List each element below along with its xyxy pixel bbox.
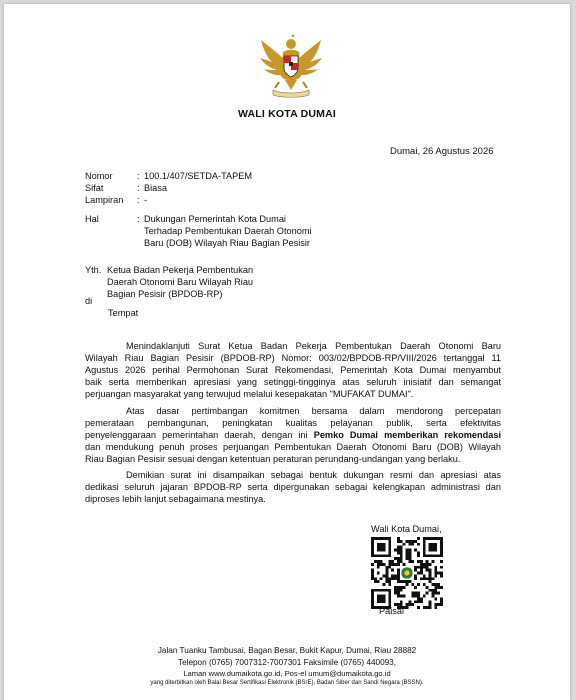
footer-web: Laman www.dumaikota.go.id, Pos-el umum@dumaikota.go.id xyxy=(183,669,391,678)
body-paragraph-1 xyxy=(85,341,501,401)
meta-value: 100.1/407/SETDA-TAPEM xyxy=(144,171,253,181)
signature-name: Paisal xyxy=(379,606,405,616)
paragraph-line: dedikasi seluruh jajaran BPDOB-RP serta dipergunakan sebagai kelengkapan administrasi dan xyxy=(85,481,501,492)
garuda-emblem-icon xyxy=(257,32,325,100)
meta-label: Lampiran xyxy=(85,195,124,205)
addressee-label: Yth. xyxy=(85,265,102,275)
addressee-line: Daerah Otonomi Baru Wilayah Riau xyxy=(107,277,254,287)
footer-bsre: yang diterbitkan oleh Balai Besar Sertifikasi Elektronik (BSrE), Badan Siber dan Sandi Negara (BSSN). xyxy=(150,680,424,686)
footer-address: Jalan Tuanku Tambusai, Bagan Besar, Bukit Kapur, Dumai, Riau 28882 xyxy=(157,646,417,655)
paragraph-line: Atas dasar pertimbangan komitmen bersama dalam mendorong percepatan xyxy=(126,406,501,416)
hal-line: Dukungan Pemerintah Kota Dumai xyxy=(144,214,286,224)
paragraph-line: Demikian surat ini disampaikan sebagai bentuk dukungan resmi dan apresiasi atas xyxy=(126,470,501,480)
footer-phone: Telepon (0765) 7007312-7007301 Faksimile (0765) 440093, xyxy=(177,658,397,667)
paragraph-line: baik serta memberikan apresiasi yang setinggi-tingginya atas seluruh inisiatif dan semangat xyxy=(85,376,501,387)
paragraph-line: penyelenggaraan pemerintahan daerah, dengan ini Pemko Dumai memberikan rekomendasi xyxy=(85,429,501,440)
meta-label: Nomor xyxy=(85,171,113,181)
paragraph-line: Agustus 2026 perihal Permohonan Surat Rekomendasi, Pemerintah Kota Dumai menyambut xyxy=(85,364,501,375)
addressee-line: Ketua Badan Pekerja Pembentukan xyxy=(107,265,254,275)
addressee-place: Tempat xyxy=(108,308,139,318)
recommendation-emphasis: Pemko Dumai memberikan rekomendasi xyxy=(313,429,501,440)
paragraph-line: pemerataan pembangunan, peningkatan kualitas pelayanan publik, serta efektivitas xyxy=(85,417,501,428)
paragraph-line: dan mendukung penuh proses perjuangan Pembentukan Daerah Otonomi Baru (DOB) Wilayah xyxy=(85,441,501,452)
paragraph-line: diproses lebih lanjut sebagaimana mestinya. xyxy=(85,493,266,504)
paragraph-line: perjuangan masyarakat yang terwujud melalui kesepakatan "MUFAKAT DUMAI". xyxy=(85,388,414,399)
body-paragraph-3 xyxy=(85,470,501,506)
addressee-line: Bagian Pesisir (BPDOB-RP) xyxy=(107,289,223,299)
qr-code-icon xyxy=(371,537,443,609)
paragraph-line: Wilayah Riau Bagian Pesisir (BPDOB-RP) Nomor: 003/02/BPDOB-RP/VIII/2026 tertanggal 11 xyxy=(85,352,501,363)
meta-value: Biasa xyxy=(144,183,167,193)
letter-date: Dumai, 26 Agustus 2026 xyxy=(390,146,494,157)
hal-line: Baru (DOB) Wilayah Riau Bagian Pesisir xyxy=(144,238,310,248)
meta-label: Sifat xyxy=(85,183,104,193)
addressee-di: di xyxy=(85,296,93,306)
hal-label: Hal xyxy=(85,214,99,224)
paragraph-line: Riau Bagian Pesisir sesuai dengan ketentuan peraturan perundang-undangan yang berlaku. xyxy=(85,453,461,464)
signature-title: Wali Kota Dumai, xyxy=(371,524,442,534)
meta-value: - xyxy=(144,195,148,205)
body-paragraph-2 xyxy=(85,406,501,466)
paragraph-line: Menindaklanjuti Surat Ketua Badan Pekerja Pembentukan Daerah Otonomi Baru xyxy=(126,341,501,351)
hal-line: Terhadap Pembentukan Daerah Otonomi xyxy=(144,226,312,236)
letterhead-title: WALI KOTA DUMAI xyxy=(237,108,337,120)
letter-page: WALI KOTA DUMAI Dumai, 26 Agustus 2026 Nomor : 100.1/407/SETDA-TAPEM Sifat : Biasa Lampiran : - Hal : Dukungan Pemerintah Kota Dumai Terhadap Pembentukan Daerah Otonomi Baru (DOB) Wilayah Riau Bagian Pesisir Yth. Ketua Badan Pekerja Pembentukan Daerah Otonomi Baru Wilayah Riau Bagian Pesisir (BPDOB-RP) di Tempat Menindaklanjuti Surat Ketua Badan Pekerja Pembentukan Daerah Otonomi Baru Wilayah Riau Bagian Pesisir (BPDOB-RP) Nomor: 003/02/BPDOB-RP/VIII/2026 tertanggal 11 Agustus 2026 perihal Permohonan Surat Rekomendasi, Pemerintah Kota Dumai menyambut baik serta memberikan apresiasi yang setinggi-tingginya atas seluruh inisiatif dan semangat perjuangan masyarakat yang terwujud melalui kesepakatan "MUFAKAT DUMAI". Atas dasar pertimbangan komitmen bersama dalam mendorong percepatan pemerataan pembangunan, peningkatan kualitas pelayanan publik, serta efektivitas penyelenggaraan pemerintahan daerah, dengan ini Pemko Dumai memberikan rekomendasi dan mendukung penuh proses perjuangan Pembentukan Daerah Otonomi Baru (DOB) Wilayah Riau Bagian Pesisir sesuai dengan ketentuan peraturan perundang-undangan yang berlaku. Demikian surat ini disampaikan sebagai bentuk dukungan resmi dan apresiasi atas dedikasi seluruh jajaran BPDOB-RP serta dipergunakan sebagai kelengkapan administrasi dan diproses lebih lanjut sebagaimana mestinya. Wali Kota Dumai, Paisal Jalan Tuanku Tambusai, Bagan Besar, Bukit Kapur, Dumai, Riau 28882 Telepon (0765) 7007312-7007301 Faksimile (0765) 440093, Laman www.dumaikota.go.id, Pos-el umum@dumaikota.go.id yang diterbitkan oleh Balai Besar Sertifikasi Elektronik (BSrE), Badan Siber dan Sandi Negara (BSSN). xyxy=(4,4,570,700)
